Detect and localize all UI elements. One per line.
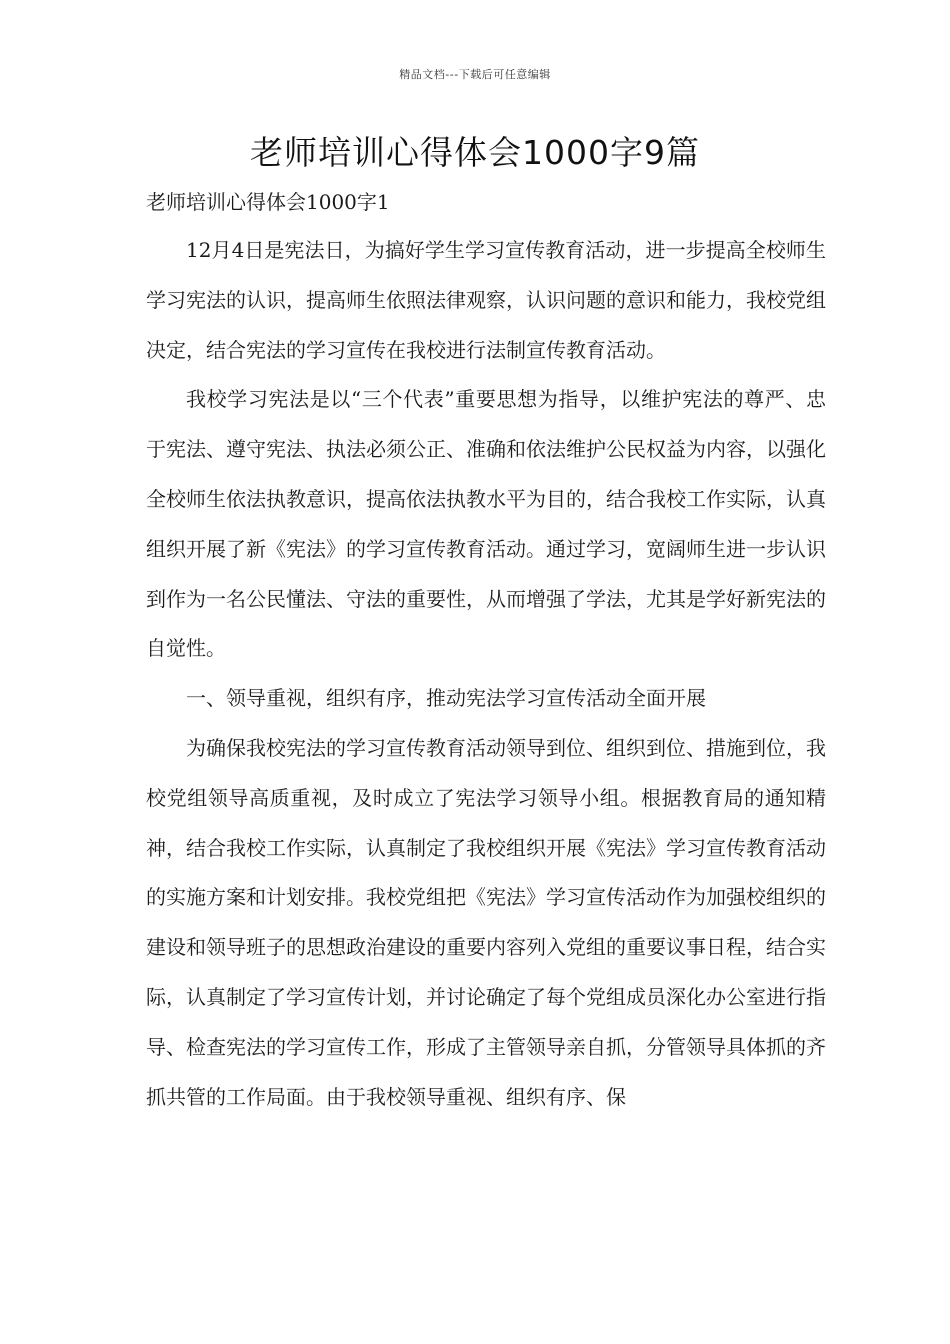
paragraph-1: 12月4日是宪法日，为搞好学生学习宣传教育活动，进一步提高全校师生学习宪法的认识，提高师生依照法律观察，认识问题的意识和能力，我校党组决定，结合宪法的学习宣传在我校进行法制宣传教育活动。 (146, 238, 826, 362)
paragraph-2: 我校学习宪法是以“三个代表”重要思想为指导，以维护宪法的尊严、忠于宪法、遵守宪法、执法必须公正、准确和依法维护公民权益为内容，以强化全校师生依法执教意识，提高依法执教水平为目的，结合我校工作实际，认真组织开展了新《宪法》的学习宣传教育活动。通过学习，宽阔师生进一步认识到作为一名公民懂法、守法的重要性，从而增强了学法，尤其是学好新宪法的自觉性。 (146, 387, 826, 661)
paragraph-3-subheading: 一、领导重视，组织有序，推动宪法学习宣传活动全面开展 (186, 686, 706, 711)
document-title: 老师培训心得体会1000字9篇 (250, 133, 700, 172)
header-note: 精品文档---下载后可任意编辑 (399, 68, 551, 81)
paragraph-4: 为确保我校宪法的学习宣传教育活动领导到位、组织到位、措施到位，我校党组领导高质重视，及时成立了宪法学习领导小组。根据教育局的通知精神，结合我校工作实际，认真制定了我校组织开展《宪法》学习宣传教育活动的实施方案和计划安排。我校党组把《宪法》学习宣传活动作为加强校组织的建设和领导班子的思想政治建设的重要内容列入党组的重要议事日程，结合实际，认真制定了学习宣传计划，并讨论确定了每个党组成员深化办公室进行指导、检查宪法的学习宣传工作，形成了主管领导亲自抓，分管领导具体抓的齐抓共管的工作局面。由于我校领导重视、组织有序、保 (146, 735, 826, 1109)
document-body (146, 226, 826, 1122)
section-heading: 老师培训心得体会1000字1 (146, 190, 390, 214)
